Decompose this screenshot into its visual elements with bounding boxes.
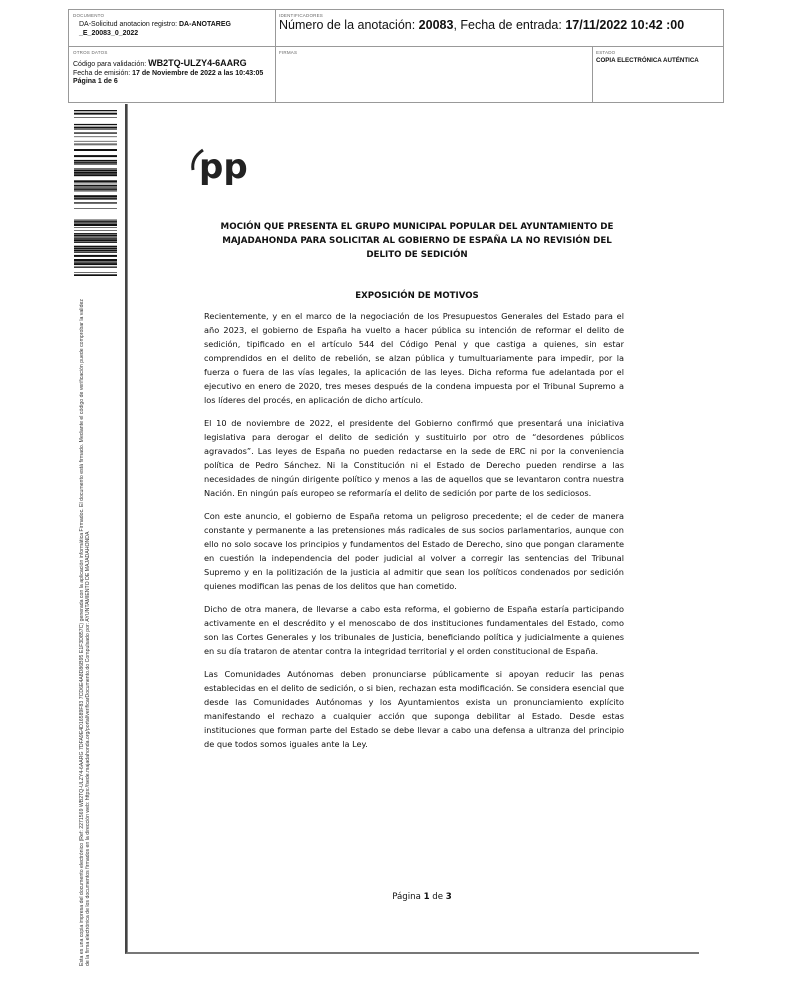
barcode-bar	[74, 274, 117, 276]
barcode-bar	[74, 239, 117, 241]
barcode-bar	[74, 255, 117, 257]
barcode	[74, 110, 117, 276]
barcode-bar	[74, 259, 117, 261]
barcode-bar	[74, 238, 117, 239]
pp-logo	[187, 140, 253, 186]
barcode-bar	[74, 220, 117, 221]
barcode-bar	[74, 233, 117, 234]
emision-label: Fecha de emisión:	[73, 69, 133, 77]
barcode-bar	[74, 127, 117, 129]
logo-text: pp	[199, 147, 248, 186]
paragraph: Dicho de otra manera, de llevarse a cabo esta reforma, el gobierno de España estaría participando activamente en el descrédito y el menoscabo de dos instituciones fundamentales del Estado, como son las Cortes Generales y los tribunales de Justicia, beneficiando política y judicialmente a quienes en su día trataron de atentar contra la integridad territorial y el orden constitucional de España.	[204, 604, 624, 656]
emision-value: 17 de Noviembre de 2022 a las 10:43:05	[132, 69, 264, 77]
fecha-prefix: , Fecha de entrada:	[453, 18, 566, 32]
barcode-bar	[74, 247, 117, 249]
firmas-cell	[279, 50, 579, 55]
anotacion-line	[279, 18, 719, 32]
documento-code: DA-ANOTAREG _E_20083_0_2022	[79, 21, 231, 37]
otros-caption: OTROS DATOS	[73, 50, 108, 55]
page-footer	[227, 892, 617, 902]
documento-caption: DOCUMENTO	[73, 13, 105, 18]
barcode-bar	[74, 263, 117, 265]
barcode-bar	[74, 199, 117, 200]
barcode-bar	[74, 163, 117, 164]
barcode-bar	[74, 129, 117, 130]
barcode-bar	[74, 237, 117, 238]
barcode-bar	[74, 227, 117, 228]
barcode-bar	[74, 110, 117, 111]
barcode-bar	[74, 113, 117, 114]
barcode-bar	[74, 162, 117, 163]
barcode-bar	[74, 137, 117, 138]
section-heading: EXPOSICIÓN DE MOTIVOS	[355, 291, 479, 301]
barcode-bar	[74, 202, 117, 203]
barcode-bar	[74, 185, 117, 186]
barcode-bar	[74, 250, 117, 251]
barcode-bar	[74, 186, 117, 187]
anotacion-number: 20083	[418, 18, 454, 32]
barcode-bar	[74, 141, 117, 142]
estado-value: COPIA ELECTRÓNICA AUTÉNTICA	[596, 57, 699, 64]
documento-prefix: DA-Solicitud anotacion registro:	[79, 21, 179, 28]
barcode-bar	[74, 144, 117, 145]
footer-prefix: Página	[392, 892, 424, 902]
anotacion-prefix: Número de la anotación:	[279, 18, 419, 32]
paragraph: Las Comunidades Autónomas deben pronunciarse públicamente si apoyan reducir las penas establecidas en el delito de sedición, o si bien, rechazan esta modificación. Se considera esencial que desde las Comunidades Autónomas y los Ayuntamientos exista un pronunciamiento explícito manifestando el rechazo a cualquier acción que suponga debilitar al Estado. Desde estas instituciones que forman parte del Estado se debe llevar a cabo una defensa a ultranza del principio de que todos somos iguales ante la Ley.	[204, 669, 624, 749]
emision-line	[73, 70, 273, 79]
estado-cell	[596, 50, 721, 66]
barcode-bar	[74, 242, 117, 243]
barcode-bar	[74, 114, 117, 115]
document-title: MOCIÓN QUE PRESENTA EL GRUPO MUNICIPAL POPULAR DEL AYUNTAMIENTO DE MAJADAHONDA PARA SOLICITAR AL GOBIERNO DE ESPAÑA LA NO REVISIÓN DEL DELITO DE SEDICIÓN	[220, 222, 614, 260]
barcode-bar	[74, 221, 117, 222]
barcode-bar	[74, 195, 117, 197]
documento-value	[73, 21, 273, 38]
codigo-label: Código para validación:	[73, 61, 149, 68]
paragraph: Con este anuncio, el gobierno de España retoma un peligroso precedente; el de ceder de manera constante y permanente a las pretensiones más radicales de sus socios parlamentarios, aunque con ello no solo socave los principios y fundamentos del Estado de Derecho, sino que pongan claramente en cuestión la independencia del poder judicial al volver a corregir las sentencias del Tribunal Supremo y en la politización de la justicia al admitir que sean los políticos condenados por sedición quienes modifican las penas de los delitos que han cometido.	[204, 511, 624, 591]
identificadores-caption: IDENTIFICADORES	[279, 13, 324, 18]
barcode-bar	[74, 208, 117, 209]
paragraph: Recientemente, y en el marco de la negociación de los Presupuestos Generales del Estado para el año 2023, el gobierno de España ha vuelto a hacer pública su intención de reformar el delito de sedición, tipificado en el artículo 544 del Código Penal y que castiga a quienes, sin estar comprendidos en el delito de rebelión, se alzan pública y tumultuariamente para impedir, por la fuerza o fuera de las vías legales, la aplicación de las leyes. Dicha reforma fue adelantada por el ejecutivo en enero de 2020, tres meses después de la condena impuesta por el Tribunal Supremo a los líderes del procés, en aplicación de dicho artículo.	[204, 311, 624, 405]
barcode-bar	[74, 145, 117, 146]
fecha-value: 17/11/2022 10:42 :00	[565, 18, 685, 32]
barcode-bar	[74, 191, 117, 192]
documento-cell	[73, 13, 273, 38]
barcode-bar	[74, 198, 117, 199]
barcode-bar	[74, 235, 117, 236]
barcode-bar	[74, 230, 117, 231]
barcode-bar	[74, 168, 117, 169]
registry-header	[68, 9, 724, 103]
codigo-line	[73, 59, 273, 70]
document-body	[204, 309, 624, 760]
verification-side-text: Esta es una copia impresa del documento electrónico (Ref: 2271569 WB2TQ-ULZY4-6AARG 7DFA9E4D16589F83 7CD6E4A8D86B95 E1F3D857C) generada con la aplicación informática Firmadoc. El documento está firmado. Mediante el código de verificación puede comprobar la validez de la firma electrónica de los documentos firmados en la dirección web: https://sede.majadahonda.org/portal/verificarDocumento.do Compulsado por: AYUNTAMIENTO DE MAJADAHONDA	[79, 299, 92, 966]
barcode-bar	[74, 172, 117, 174]
codigo-value: WB2TQ-ULZY4-6AARG	[148, 58, 247, 68]
barcode-bar	[74, 261, 117, 262]
barcode-bar	[74, 160, 117, 161]
barcode-bar	[74, 252, 117, 253]
barcode-bar	[74, 222, 117, 223]
barcode-bar	[74, 272, 117, 273]
barcode-bar	[74, 132, 117, 133]
barcode-bar	[74, 180, 117, 182]
barcode-bar	[74, 246, 117, 247]
barcode-bar	[74, 189, 117, 190]
footer-total: 3	[445, 892, 452, 902]
barcode-bar	[74, 149, 117, 151]
barcode-bar	[74, 174, 117, 176]
paragraph: El 10 de noviembre de 2022, el presidente del Gobierno confirmó que presentará una iniciativa legislativa para derogar el delito de sedición y sustituirlo por otro de “desordenes públicos agravados”. Las leyes de España no pueden redactarse en la sede de ERC ni por la conveniencia política de Pedro Sánchez. Ni la Constitución ni el Estado de Derecho pueden rendirse a las necesidades de ningún dirigente político y menos a las de aquellos que se levantaron contra nuestra Nación. En ningún país europeo se reformaría el delito de sedición por parte de los sediciosos.	[204, 418, 624, 498]
firmas-caption: FIRMAS	[279, 50, 298, 55]
barcode-bar	[74, 224, 117, 226]
otros-datos-cell	[73, 50, 273, 87]
barcode-bar	[74, 117, 117, 118]
pagina-label: Página 1 de 6	[73, 78, 118, 85]
barcode-bar	[74, 267, 117, 268]
footer-page: 1	[423, 892, 430, 902]
footer-middle: de	[429, 892, 446, 902]
identificadores-cell	[279, 13, 719, 32]
barcode-bar	[74, 169, 117, 171]
barcode-bar	[74, 155, 117, 157]
barcode-bar	[74, 187, 117, 188]
scanned-page	[125, 104, 699, 954]
barcode-bar	[74, 183, 117, 184]
estado-caption: ESTADO	[596, 50, 616, 55]
barcode-bar	[74, 124, 117, 125]
